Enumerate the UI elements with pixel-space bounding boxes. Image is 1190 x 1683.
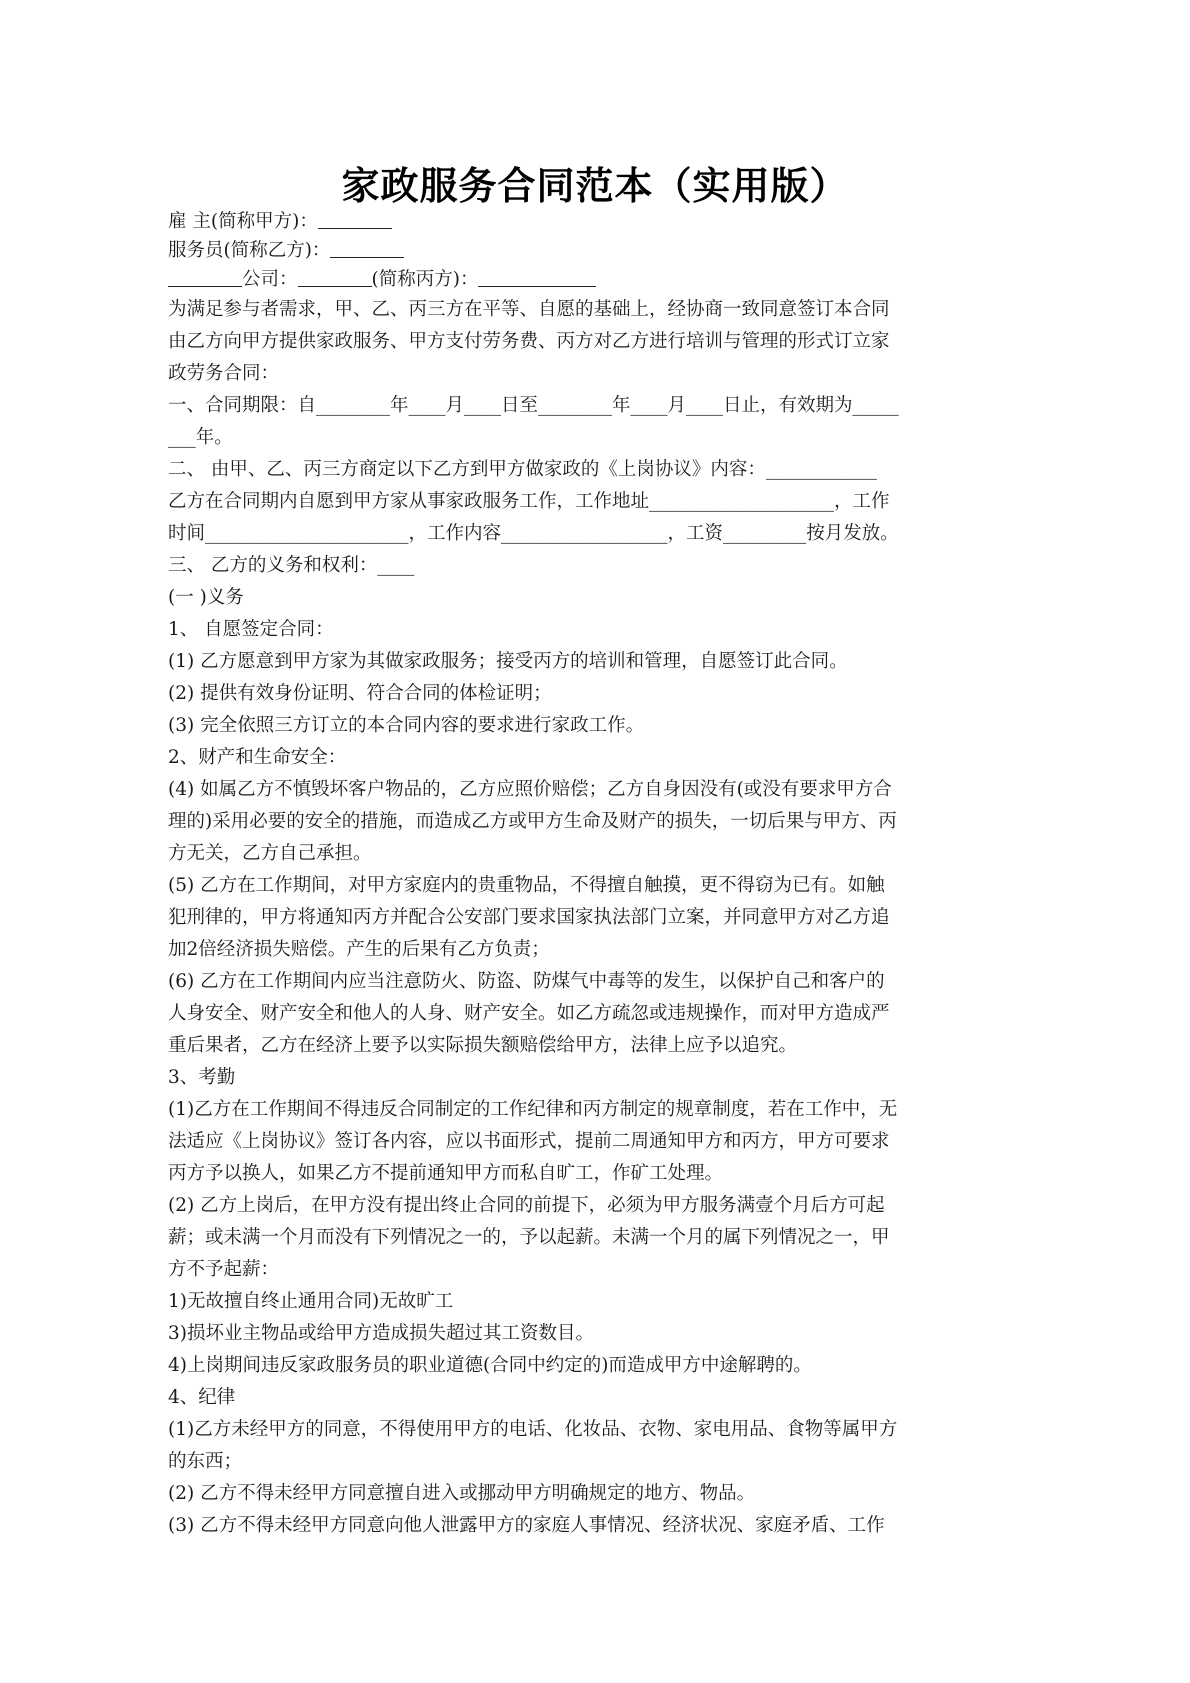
worker-field-line <box>168 236 943 265</box>
worker-blank[interactable] <box>330 239 404 258</box>
text-line: (4) 如属乙方不慎毁坏客户物品的，乙方应照价赔偿；乙方自身因没有(或没有要求甲方合 <box>168 779 892 800</box>
subsection-heading: (一 )义务 <box>168 587 244 608</box>
document-body <box>168 207 943 1542</box>
text-line: (2) 乙方上岗后，在甲方没有提出终止合同的前提下，必须为甲方服务满壹个月后方可起 <box>168 1195 885 1216</box>
company-short-blank[interactable] <box>478 268 596 287</box>
company-name-blank[interactable] <box>168 268 242 287</box>
text-line: 乙方在合同期内自愿到甲方家从事家政服务工作，工作地址____________________，工作 <box>168 491 890 512</box>
text-line: (2) 提供有效身份证明、符合合同的体检证明； <box>168 683 552 704</box>
text-line: 加2倍经济损失赔偿。产生的后果有乙方负责； <box>168 939 550 960</box>
text-line: 人身安全、财产安全和他人的人身、财产安全。如乙方疏忽或违规操作，而对甲方造成严 <box>168 1003 890 1024</box>
text-line: 政劳务合同： <box>168 363 280 384</box>
text-line: (1)乙方在工作期间不得违反合同制定的工作纪律和丙方制定的规章制度，若在工作中，无 <box>168 1099 898 1120</box>
text-line: 薪；或未满一个月而没有下列情况之一的，予以起薪。未满一个月的属下列情况之一，甲 <box>168 1227 890 1248</box>
text-line: 重后果者，乙方在经济上要予以实际损失额赔偿给甲方，法律上应予以追究。 <box>168 1035 798 1056</box>
text-line: ___年。 <box>168 427 233 448</box>
text-line: 4)上岗期间违反家政服务员的职业道德(合同中约定的)而造成甲方中途解聘的。 <box>168 1355 812 1376</box>
text-line: 法适应《上岗协议》签订各内容，应以书面形式，提前二周通知甲方和丙方，甲方可要求 <box>168 1131 890 1152</box>
text-line: 时间______________________，工作内容__________________，工资_________按月发放。 <box>168 523 899 544</box>
section-3-heading: 三、 乙方的义务和权利：____ <box>168 555 415 576</box>
text-line: (3) 乙方不得未经甲方同意向他人泄露甲方的家庭人事情况、经济状况、家庭矛盾、工作 <box>168 1515 885 1536</box>
contract-term-line: 一、合同期限：自________年____月____日至________年____月____日止，有效期为_____ <box>168 395 899 416</box>
section-2-heading: 二、 由甲、乙、丙三方商定以下乙方到甲方做家政的《上岗协议》内容：____________ <box>168 459 877 480</box>
employer-blank[interactable] <box>318 210 392 229</box>
company-label: 公司： <box>242 269 298 290</box>
text-line: 犯刑律的，甲方将通知丙方并配合公安部门要求国家执法部门立案，并同意甲方对乙方追 <box>168 907 890 928</box>
company-field-line <box>168 265 943 294</box>
text-line: (1)乙方未经甲方的同意，不得使用甲方的电话、化妆品、衣物、家电用品、食物等属甲方 <box>168 1419 898 1440</box>
text-line: 方不予起薪： <box>168 1259 280 1280</box>
text-line: (5) 乙方在工作期间，对甲方家庭内的贵重物品，不得擅自触摸，更不得窃为已有。如触 <box>168 875 885 896</box>
clause-heading: 2、财产和生命安全： <box>168 747 347 768</box>
text-line: 的东西； <box>168 1451 243 1472</box>
text-line: 由乙方向甲方提供家政服务、甲方支付劳务费、丙方对乙方进行培训与管理的形式订立家 <box>168 331 890 352</box>
text-line: 方无关，乙方自己承担。 <box>168 843 372 864</box>
company-short-label: (简称丙方)： <box>371 269 479 290</box>
text-line: (3) 完全依照三方订立的本合同内容的要求进行家政工作。 <box>168 715 645 736</box>
text-line: (2) 乙方不得未经甲方同意擅自进入或挪动甲方明确规定的地方、物品。 <box>168 1483 756 1504</box>
company-value-blank[interactable] <box>298 268 372 287</box>
clause-heading: 3、考勤 <box>168 1067 236 1088</box>
clause-heading: 1、 自愿签定合同： <box>168 619 334 640</box>
text-line: 丙方予以换人，如果乙方不提前通知甲方而私自旷工，作矿工处理。 <box>168 1163 724 1184</box>
worker-label: 服务员(简称乙方)： <box>168 240 331 261</box>
text-line: 3)损坏业主物品或给甲方造成损失超过其工资数目。 <box>168 1323 594 1344</box>
text-line: 为满足参与者需求，甲、乙、丙三方在平等、自愿的基础上，经协商一致同意签订本合同 <box>168 299 890 320</box>
text-line: 1)无故擅自终止通用合同)无故旷工 <box>168 1291 454 1312</box>
text-line: (6) 乙方在工作期间内应当注意防火、防盗、防煤气中毒等的发生，以保护自己和客户的 <box>168 971 885 992</box>
employer-label: 雇 主(简称甲方)： <box>168 211 318 232</box>
clause-heading: 4、纪律 <box>168 1387 236 1408</box>
document-title: 家政服务合同范本（实用版） <box>341 164 849 208</box>
text-line: 理的)采用必要的安全的措施，而造成乙方或甲方生命及财产的损失，一切后果与甲方、丙 <box>168 811 897 832</box>
text-line: (1) 乙方愿意到甲方家为其做家政服务；接受丙方的培训和管理，自愿签订此合同。 <box>168 651 848 672</box>
employer-field-line <box>168 207 943 236</box>
